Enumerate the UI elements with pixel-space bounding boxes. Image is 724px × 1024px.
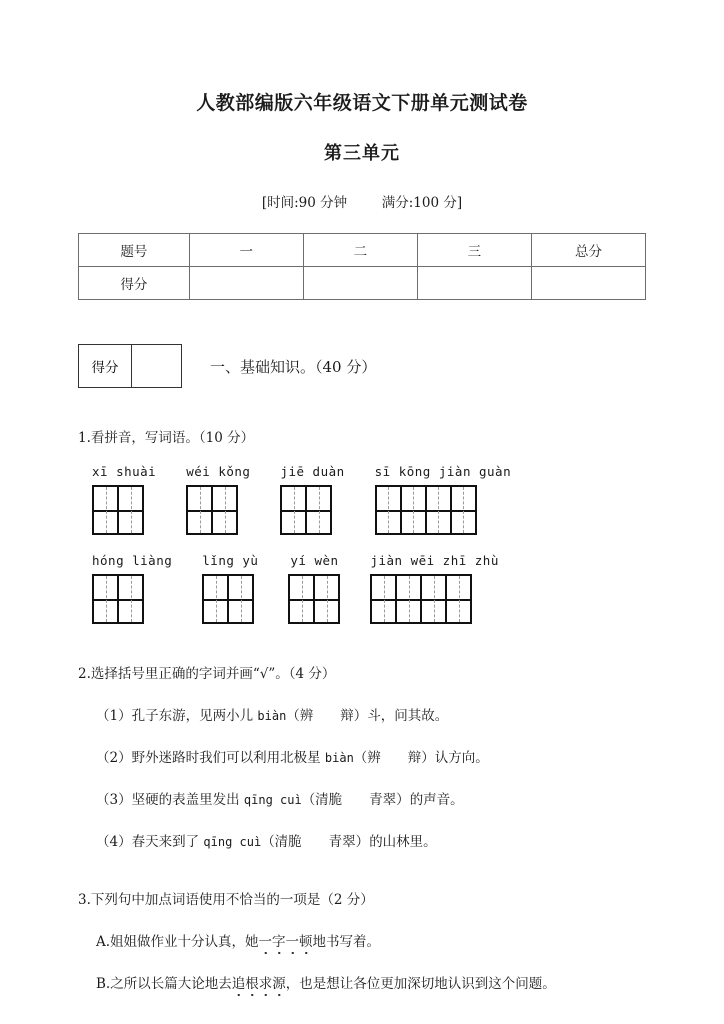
score-table-cell[interactable]: [531, 267, 645, 300]
tianzige-cell[interactable]: [307, 487, 330, 533]
question-3-option[interactable]: [96, 930, 646, 950]
tianzige-grid[interactable]: [370, 574, 472, 624]
tianzige-grid[interactable]: [92, 485, 144, 535]
tianzige-cell[interactable]: [188, 487, 213, 533]
item-choices[interactable]: （辨 辩）: [286, 708, 368, 724]
word-pinyin: hóng liàng: [92, 553, 173, 568]
item-text-post: 斗，问其故。: [367, 708, 449, 724]
exam-meta: [78, 191, 646, 211]
score-table-row-label: 题号: [79, 234, 190, 267]
word-pinyin: sī kōng jiàn guàn: [374, 464, 512, 479]
item-number: （2）: [96, 750, 132, 766]
score-table-cell[interactable]: 总分: [531, 234, 645, 267]
section-header-row: [78, 344, 646, 388]
tianzige-grid[interactable]: [280, 485, 332, 535]
item-text-post: 的山林里。: [369, 834, 437, 850]
unit-subtitle: 第三单元: [324, 143, 400, 164]
tianzige-cell[interactable]: [397, 576, 422, 622]
tianzige-cell[interactable]: [402, 487, 427, 533]
score-table: [78, 233, 646, 300]
item-pinyin: biàn: [257, 709, 287, 723]
question-3-title: 3.下列句中加点词语使用不恰当的一项是（2 分）: [78, 892, 374, 908]
item-choices[interactable]: （辨 辩）: [353, 750, 435, 766]
tianzige-cell[interactable]: [447, 576, 470, 622]
tianzige-cell[interactable]: [427, 487, 452, 533]
emphasis-dotted-phrase: 追根求源: [232, 972, 286, 992]
tianzige-grid[interactable]: [186, 485, 238, 535]
exam-time: [时间:90 分钟: [261, 195, 348, 211]
table-row: [79, 267, 646, 300]
tianzige-cell[interactable]: [229, 576, 252, 622]
section-title: 一、基础知识。（40 分）: [210, 357, 377, 376]
word-group: [280, 464, 344, 535]
tianzige-cell[interactable]: [119, 576, 142, 622]
item-number: （1）: [96, 708, 132, 724]
question-2-item[interactable]: [96, 746, 646, 766]
defen-box: [78, 344, 182, 388]
tianzige-cell[interactable]: [213, 487, 236, 533]
exam-full-score: 满分:100 分]: [381, 195, 463, 211]
item-text-pre: 坚硬的表盖里发出: [131, 792, 244, 808]
question-1-title: 1.看拼音，写词语。（10 分）: [78, 430, 255, 446]
word-pinyin: lǐng yù: [202, 553, 259, 568]
word-pinyin: jiē duàn: [280, 464, 345, 479]
tianzige-cell[interactable]: [315, 576, 338, 622]
tianzige-cell[interactable]: [119, 487, 142, 533]
tianzige-cell[interactable]: [290, 576, 315, 622]
page-title: 人教部编版六年级语文下册单元测试卷: [196, 92, 528, 114]
score-table-cell[interactable]: [417, 267, 531, 300]
score-table-cell[interactable]: 一: [189, 234, 303, 267]
option-label: A.: [96, 934, 111, 950]
question-2-item[interactable]: [96, 788, 646, 808]
score-table-cell[interactable]: [303, 267, 417, 300]
question-2-title: 2.选择括号里正确的字词并画“√”。（4 分）: [78, 666, 336, 682]
tianzige-cell[interactable]: [452, 487, 475, 533]
tianzige-cell[interactable]: [372, 576, 397, 622]
item-choices[interactable]: （清脆 青翠）: [301, 792, 410, 808]
word-pinyin: wéi kǒng: [186, 464, 251, 479]
word-group: [202, 553, 258, 624]
tianzige-cell[interactable]: [377, 487, 402, 533]
question-2-item[interactable]: [96, 830, 646, 850]
option-text-pre: 姐姐做作业十分认真，她: [110, 934, 259, 950]
tianzige-grid[interactable]: [202, 574, 254, 624]
item-pinyin: qīng cuì: [243, 793, 302, 807]
defen-input-cell[interactable]: [132, 345, 181, 387]
pinyin-word-row-1: [78, 464, 646, 535]
option-text-post: 地书写着。: [312, 934, 381, 950]
item-pinyin: biàn: [324, 751, 354, 765]
item-number: （3）: [96, 792, 132, 808]
tianzige-cell[interactable]: [422, 576, 447, 622]
option-label: B.: [96, 976, 111, 992]
question-3-option[interactable]: [96, 972, 646, 992]
tianzige-cell[interactable]: [94, 487, 119, 533]
defen-label: 得分: [79, 345, 132, 387]
tianzige-grid[interactable]: [288, 574, 340, 624]
score-table-row-label: 得分: [79, 267, 190, 300]
item-number: （4）: [96, 834, 132, 850]
item-text-post: 认方向。: [434, 750, 489, 766]
tianzige-cell[interactable]: [282, 487, 307, 533]
word-group: [186, 464, 250, 535]
emphasis-dotted-phrase: 一字一顿: [259, 930, 313, 950]
word-pinyin: jiàn wēi zhī zhù: [370, 553, 499, 568]
word-pinyin: yí wèn: [290, 553, 339, 568]
word-group: [92, 553, 172, 624]
item-choices[interactable]: （清脆 青翠）: [261, 834, 370, 850]
question-2-items: [78, 704, 646, 850]
word-pinyin: xī shuài: [92, 464, 157, 479]
tianzige-cell[interactable]: [204, 576, 229, 622]
item-text-pre: 春天来到了: [131, 834, 204, 850]
item-pinyin: qīng cuì: [203, 835, 262, 849]
item-text-post: 的声音。: [409, 792, 464, 808]
tianzige-cell[interactable]: [94, 576, 119, 622]
score-table-cell[interactable]: 三: [417, 234, 531, 267]
option-text-pre: 之所以长篇大论地去: [110, 976, 232, 992]
score-table-cell[interactable]: [189, 267, 303, 300]
item-text-pre: 野外迷路时我们可以利用北极星: [131, 750, 325, 766]
word-group: [92, 464, 156, 535]
tianzige-grid[interactable]: [92, 574, 144, 624]
question-3-options: [78, 930, 646, 992]
option-text-post: ，也是想让各位更加深切地认识到这个问题。: [285, 976, 556, 992]
word-group: [370, 553, 498, 624]
table-row: [79, 234, 646, 267]
pinyin-word-row-2: [78, 553, 646, 624]
tianzige-grid[interactable]: [375, 485, 477, 535]
item-text-pre: 孔子东游，见两小儿: [131, 708, 258, 724]
word-group: [375, 464, 511, 535]
question-2-item[interactable]: [96, 704, 646, 724]
score-table-cell[interactable]: 二: [303, 234, 417, 267]
word-group: [288, 553, 340, 624]
